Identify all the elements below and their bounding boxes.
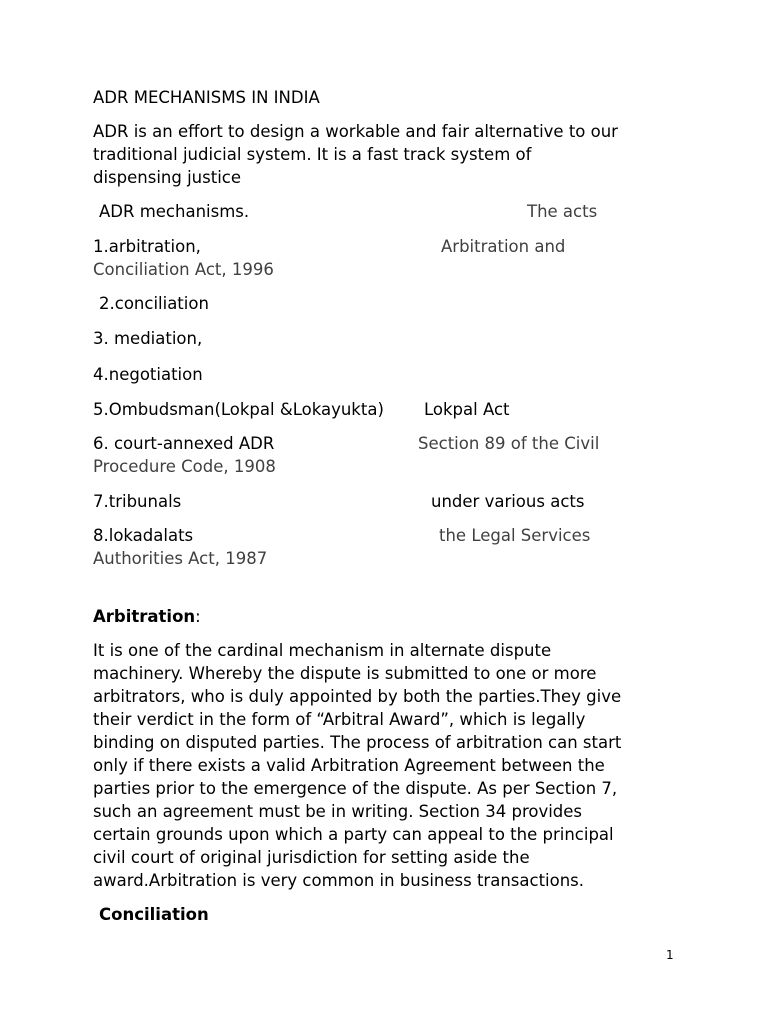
row-8-act-cont: Authorities Act, 1987 xyxy=(93,549,268,568)
arbitration-line-10: civil court of original jurisdiction for setting aside the xyxy=(93,848,530,867)
arbitration-line-7: parties prior to the emergence of the dispute. As per Section 7, xyxy=(93,779,618,798)
row-7-act: under various acts xyxy=(431,492,585,511)
row-1-act-cont: Conciliation Act, 1996 xyxy=(93,260,274,279)
page-number: 1 xyxy=(666,948,674,962)
row-6-mechanism: 6. court-annexed ADR xyxy=(93,434,275,453)
document-title: ADR MECHANISMS IN INDIA xyxy=(93,88,320,107)
row-5-mechanism: 5.Ombudsman(Lokpal &Lokayukta) xyxy=(93,400,384,419)
arbitration-line-2: machinery. Whereby the dispute is submitted to one or more xyxy=(93,664,597,683)
arbitration-line-4: their verdict in the form of “Arbitral Award”, which is legally xyxy=(93,710,586,729)
row-4-mechanism: 4.negotiation xyxy=(93,365,203,384)
row-6-act: Section 89 of the Civil xyxy=(418,434,600,453)
row-3-mechanism: 3. mediation, xyxy=(93,329,203,348)
row-8-mechanism: 8.lokadalats xyxy=(93,526,194,545)
arbitration-line-8: such an agreement must be in writing. Section 34 provides xyxy=(93,802,583,821)
arbitration-heading-colon: : xyxy=(195,607,201,626)
intro-line-1: ADR is an effort to design a workable and fair alternative to our xyxy=(93,122,618,141)
arbitration-heading-text: Arbitration xyxy=(93,607,196,626)
row-1-act: Arbitration and xyxy=(441,237,566,256)
arbitration-line-11: award.Arbitration is very common in business transactions. xyxy=(93,871,585,890)
row-6-act-cont: Procedure Code, 1908 xyxy=(93,457,276,476)
arbitration-line-1: It is one of the cardinal mechanism in alternate dispute xyxy=(93,641,552,660)
arbitration-heading xyxy=(93,605,201,628)
arbitration-line-6: only if there exists a valid Arbitration Agreement between the xyxy=(93,756,605,775)
intro-line-3: dispensing justice xyxy=(93,168,242,187)
row-1-mechanism: 1.arbitration, xyxy=(93,237,201,256)
conciliation-heading: Conciliation xyxy=(99,905,209,924)
row-2-mechanism: 2.conciliation xyxy=(99,294,209,313)
row-7-mechanism: 7.tribunals xyxy=(93,492,182,511)
row-8-act: the Legal Services xyxy=(439,526,591,545)
arbitration-line-9: certain grounds upon which a party can appeal to the principal xyxy=(93,825,614,844)
table-header-acts: The acts xyxy=(527,202,598,221)
intro-line-2: traditional judicial system. It is a fast track system of xyxy=(93,145,532,164)
row-5-act: Lokpal Act xyxy=(424,400,510,419)
table-header-mechanisms: ADR mechanisms. xyxy=(99,202,250,221)
arbitration-line-5: binding on disputed parties. The process of arbitration can start xyxy=(93,733,622,752)
arbitration-line-3: arbitrators, who is duly appointed by both the parties.They give xyxy=(93,687,622,706)
